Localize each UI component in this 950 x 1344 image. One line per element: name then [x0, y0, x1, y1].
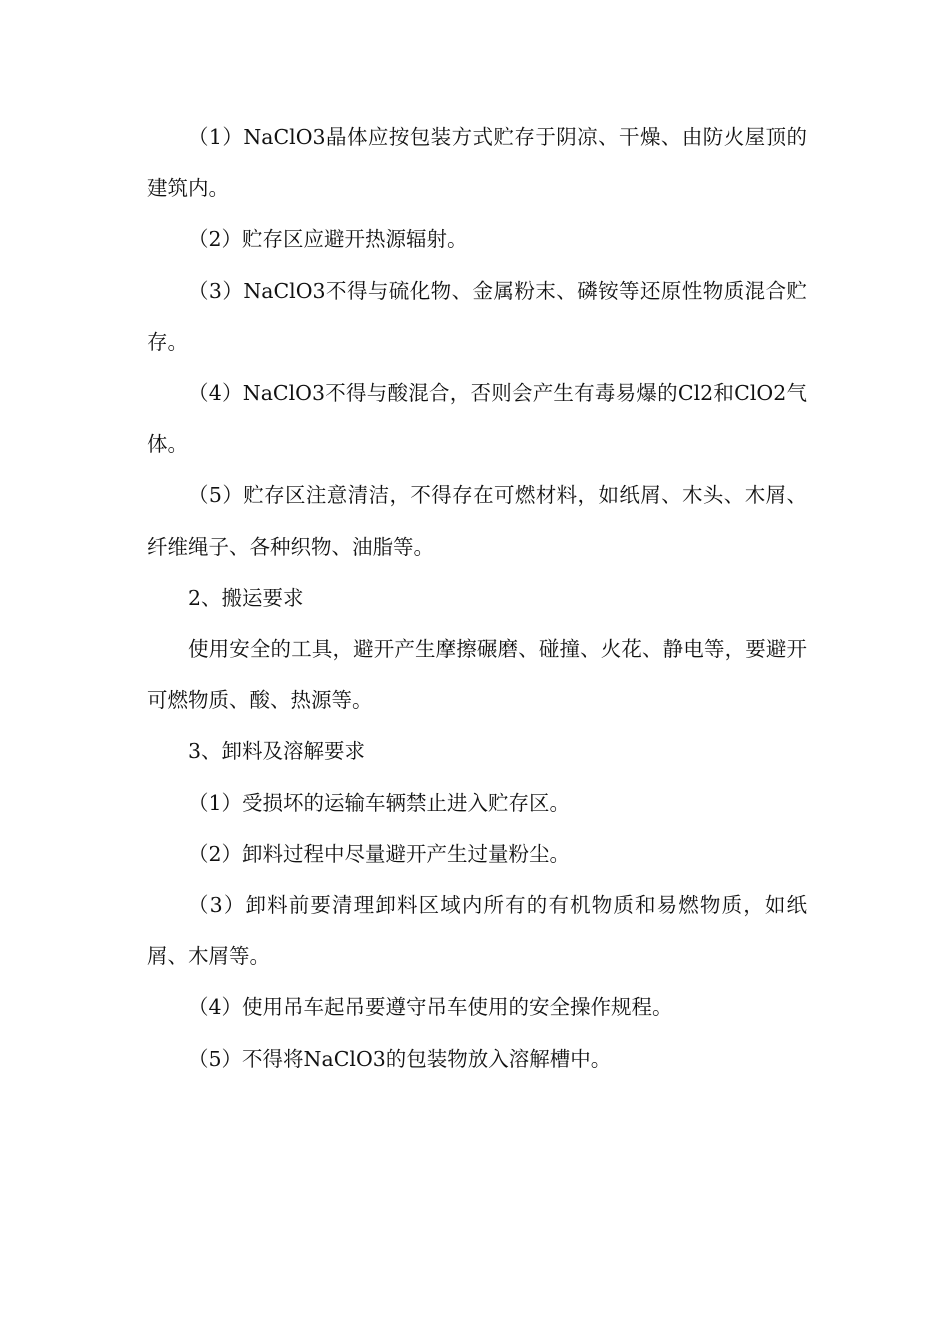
section-heading-handling: 2、搬运要求	[188, 585, 304, 610]
paragraph-storage-item-2: （2）贮存区应避开热源辐射。	[188, 227, 468, 252]
paragraph-storage-item-4: （4）NaClO3不得与酸混合，否则会产生有毒易爆的Cl2和ClO2气体。	[147, 381, 807, 457]
section-heading-unloading: 3、卸料及溶解要求	[188, 739, 366, 764]
paragraph-handling: 使用安全的工具，避开产生摩擦碾磨、碰撞、火花、静电等，要避开可燃物质、酸、热源等。	[147, 637, 807, 713]
paragraph-unloading-item-4: （4）使用吊车起吊要遵守吊车使用的安全操作规程。	[188, 995, 673, 1020]
document-body	[147, 112, 807, 1085]
paragraph-storage-item-1: （1）NaClO3晶体应按包装方式贮存于阴凉、干燥、由防火屋顶的建筑内。	[147, 125, 807, 201]
paragraph-storage-item-5: （5）贮存区注意清洁，不得存在可燃材料，如纸屑、木头、木屑、纤维绳子、各种织物、油脂等。	[147, 483, 807, 559]
paragraph-unloading-item-2: （2）卸料过程中尽量避开产生过量粉尘。	[188, 841, 571, 866]
paragraph-unloading-item-3: （3）卸料前要清理卸料区域内所有的有机物质和易燃物质，如纸屑、木屑等。	[147, 893, 807, 969]
paragraph-storage-item-3: （3）NaClO3不得与硫化物、金属粉末、磷铵等还原性物质混合贮存。	[147, 278, 807, 354]
paragraph-unloading-item-5: （5）不得将NaClO3的包装物放入溶解槽中。	[188, 1046, 612, 1071]
paragraph-unloading-item-1: （1）受损坏的运输车辆禁止进入贮存区。	[188, 790, 571, 815]
